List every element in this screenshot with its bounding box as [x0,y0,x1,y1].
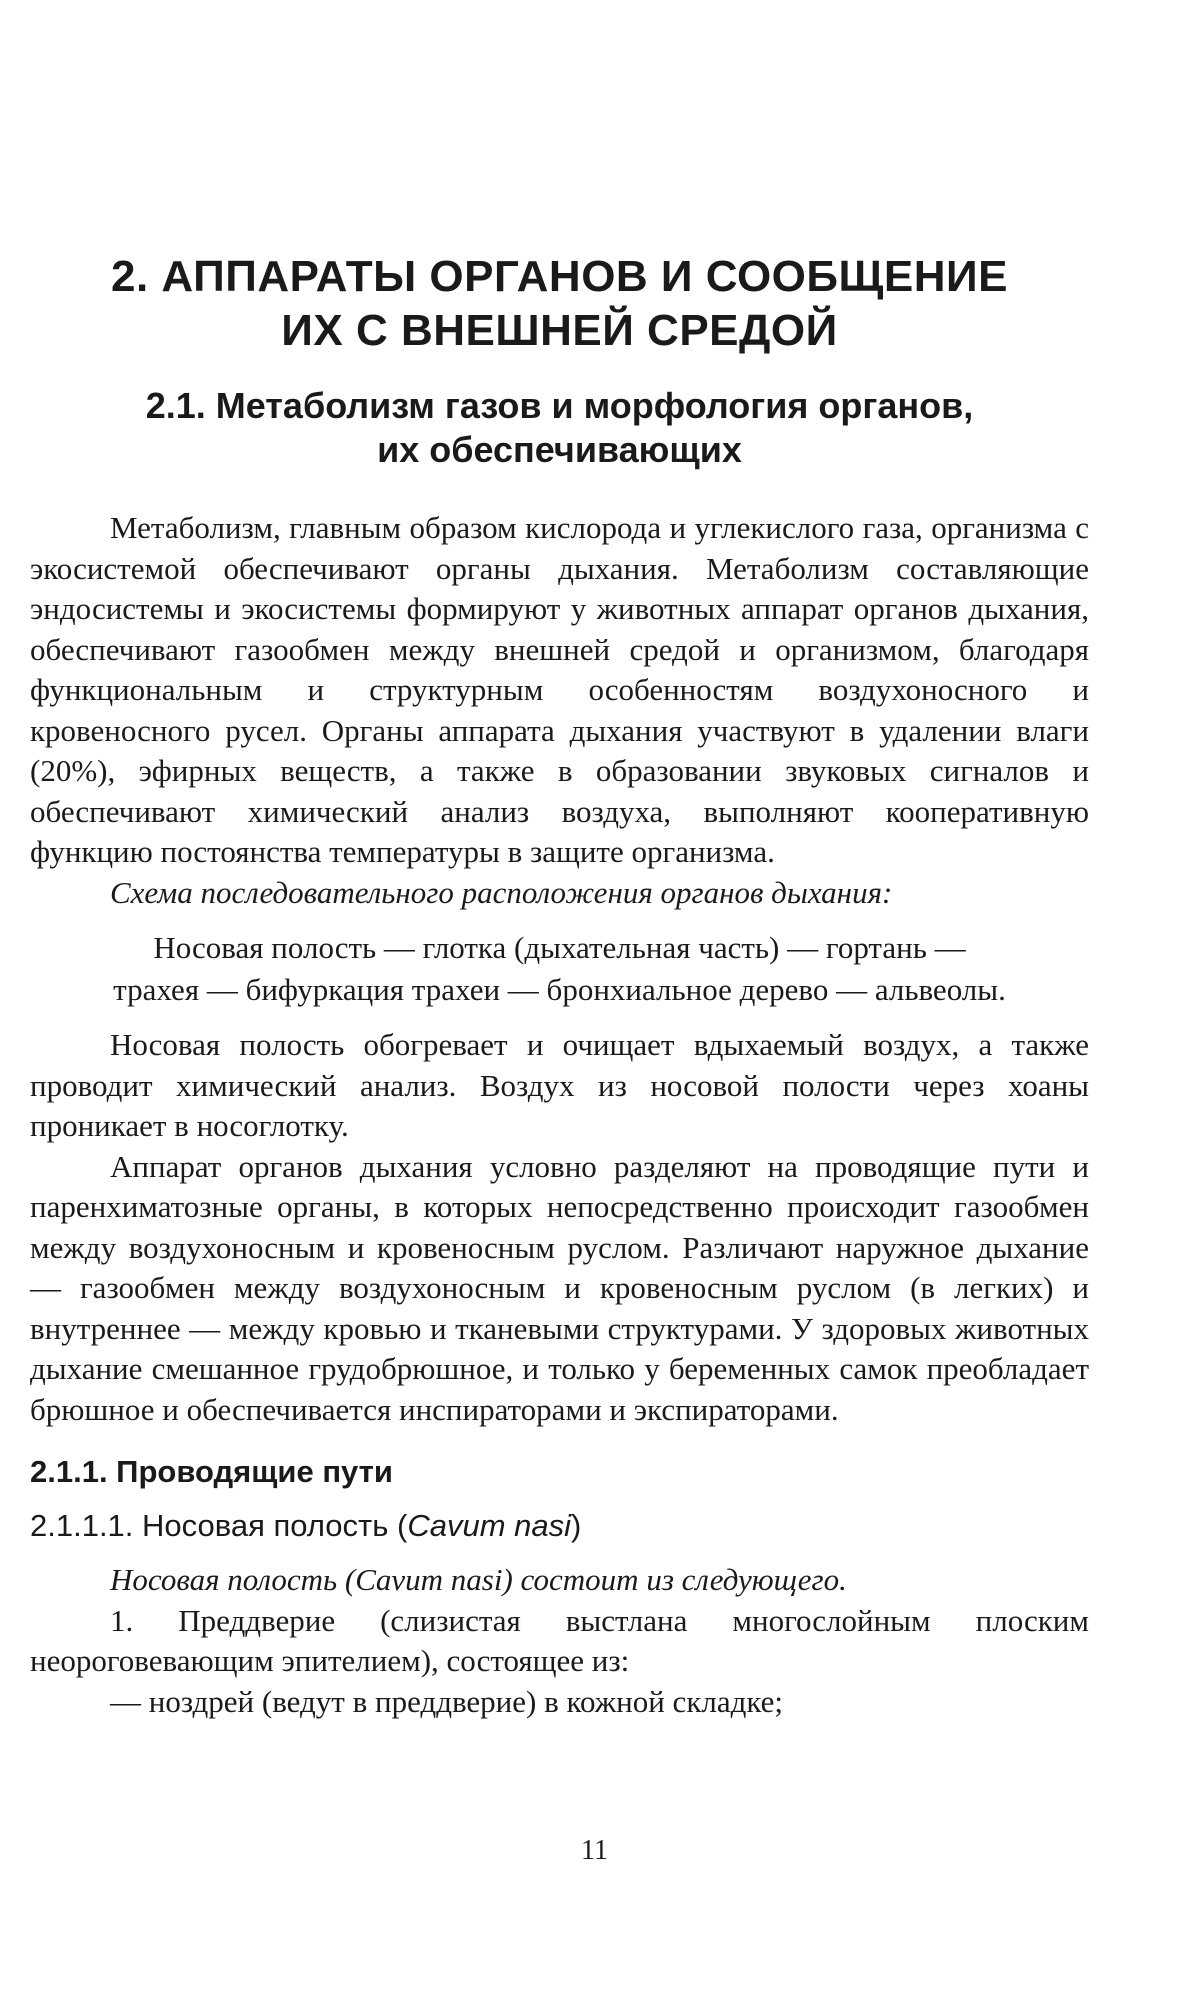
section-title-line-1: 2.1. Метаболизм газов и морфология органов, [145,385,974,426]
section-title-line-2: их обеспечивающих [377,429,742,470]
page-number: 11 [581,1835,608,1866]
list-item-nostrils: — ноздрей (ведут в преддверие) в кожной складке; [110,1683,784,1719]
scheme-line-1: Носовая полость — глотка (дыхательная часть) — гортань — [153,930,966,965]
subsubsection-latin-term: Cavum nasi [407,1508,572,1543]
respiratory-scheme [30,927,1089,1011]
subsubsection-prefix: 2.1.1.1. Носовая полость ( [30,1508,408,1543]
chapter-title-line-2: ИХ С ВНЕШНЕЙ СРЕДОЙ [281,306,838,355]
scheme-label: Схема последовательного расположения органов дыхания: [110,874,893,910]
nasal-cavity-intro: Носовая полость (Cavum nasi) состоит из следующего. [110,1562,847,1597]
chapter-title [30,250,1089,358]
chapter-title-line-1: 2. АППАРАТЫ ОРГАНОВ И СООБЩЕНИЕ [111,252,1008,301]
paragraph-respiratory-apparatus: Аппарат органов дыхания условно разделяют на проводящие пути и паренхиматозные органы, в которых непосредственно происходит газообмен между воздухоносным и кровеносным руслом. Различают наружное дыхание — газообмен между воздухоносным и кровеносным руслом (в легких) и внутреннее — между кровью и тканевыми структурами. У здоровых животных дыхание смешанное грудобрюшное, и только у беременных самок преобладает брюшное и обеспечивается инспираторами и экспираторами. [30,1148,1089,1427]
scheme-line-2: трахея — бифуркация трахеи — бронхиальное дерево — альвеолы. [113,972,1006,1007]
section-title [30,384,1089,472]
subsection-title: 2.1.1. Проводящие пути [30,1454,393,1489]
paragraph-nasal-cavity: Носовая полость обогревает и очищает вдыхаемый воздух, а также проводит химический анализ. Воздух из носовой полости через хоаны проникает в носоглотку. [30,1027,1089,1143]
subsubsection-title [30,1506,1089,1546]
list-item-vestibule: 1. Преддверие (слизистая выстлана многослойным плоским неороговевающим эпителием), состоящее из: [30,1602,1089,1678]
subsubsection-suffix: ) [571,1508,582,1543]
paragraph-metabolism: Метаболизм, главным образом кислорода и углекислого газа, организма с экосистемой обеспечивают органы дыхания. Метаболизм составляющие эндосистемы и экосистемы формируют у животных аппарат органов дыхания, обеспечивают газообмен между внешней средой и организмом, благодаря функциональным и структурным особенностям воздухоносного и кровеносного русел. Органы аппарата дыхания участвуют в удалении влаги (20%), эфирных веществ, а также в образовании звуковых сигналов и обеспечивают химический анализ воздуха, выполняют кооперативную функцию постоянства температуры в защите организма. [30,510,1089,869]
